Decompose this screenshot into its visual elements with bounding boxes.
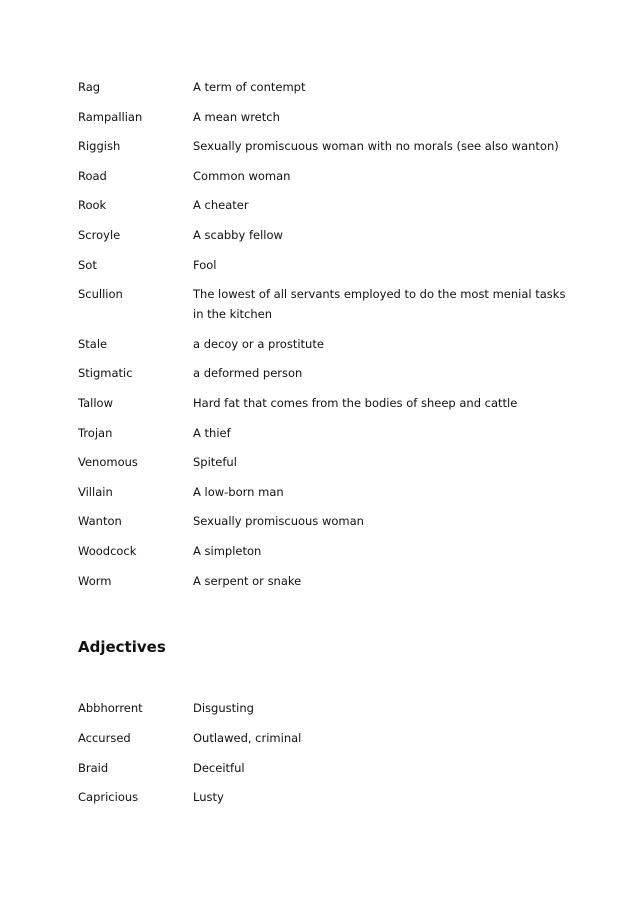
glossary-definition: Outlawed, criminal [193, 730, 302, 745]
adjective-glossary [78, 698, 578, 817]
glossary-term: Venomous [78, 455, 138, 470]
glossary-row [78, 511, 578, 531]
glossary-definition: Sexually promiscuous woman [193, 514, 364, 529]
glossary-definition: Fool [193, 257, 217, 272]
glossary-term: Rampallian [78, 109, 143, 124]
glossary-row [78, 107, 578, 127]
glossary-row [78, 136, 578, 156]
glossary-row [78, 225, 578, 245]
noun-glossary [78, 77, 578, 600]
glossary-term: Rag [78, 80, 101, 94]
glossary-term: Accursed [78, 730, 131, 745]
glossary-term: Worm [78, 573, 112, 588]
glossary-row [78, 363, 578, 383]
glossary-term: Trojan [78, 425, 113, 440]
glossary-row [78, 571, 578, 591]
glossary-row [78, 195, 578, 215]
glossary-term: Sot [78, 257, 97, 272]
glossary-term: Scullion [78, 287, 123, 302]
glossary-term: Villain [78, 484, 113, 499]
glossary-definition: a deformed person [193, 366, 303, 381]
glossary-definition: a decoy or a prostitute [193, 336, 324, 351]
glossary-definition: Disgusting [193, 701, 254, 715]
glossary-row [78, 393, 578, 413]
glossary-row [78, 334, 578, 354]
section-heading: Adjectives [78, 638, 166, 656]
glossary-row [78, 541, 578, 561]
glossary-definition: Sexually promiscuous woman with no morals (see also wanton) [193, 139, 559, 154]
glossary-row [78, 758, 578, 778]
glossary-term: Rook [78, 198, 107, 213]
glossary-definition: A term of contempt [193, 80, 306, 94]
glossary-term: Riggish [78, 139, 121, 154]
glossary-term: Tallow [78, 395, 113, 410]
glossary-term: Scroyle [78, 227, 121, 242]
glossary-term: Capricious [78, 790, 139, 805]
glossary-term: Stale [78, 336, 108, 351]
glossary-definition: A serpent or snake [193, 573, 302, 588]
glossary-definition: The lowest of all servants employed to do the most menial tasks in the kitchen [193, 287, 566, 322]
glossary-row [78, 284, 578, 324]
glossary-row [78, 698, 578, 718]
glossary-term: Wanton [78, 514, 122, 529]
glossary-definition: A mean wretch [193, 109, 280, 124]
glossary-term: Braid [78, 760, 109, 775]
glossary-term: Road [78, 168, 107, 183]
glossary-row [78, 423, 578, 443]
glossary-definition: Common woman [193, 168, 291, 183]
glossary-row [78, 255, 578, 275]
glossary-definition: Deceitful [193, 760, 245, 775]
glossary-definition: Spiteful [193, 455, 237, 470]
glossary-row [78, 166, 578, 186]
glossary-term: Stigmatic [78, 366, 133, 381]
glossary-term: Abbhorrent [78, 701, 143, 715]
glossary-row [78, 452, 578, 472]
glossary-definition: Lusty [193, 790, 224, 805]
glossary-definition: A simpleton [193, 543, 262, 558]
glossary-row [78, 728, 578, 748]
glossary-definition: A low-born man [193, 484, 284, 499]
glossary-row [78, 787, 578, 807]
glossary-row [78, 482, 578, 502]
glossary-definition: A cheater [193, 198, 249, 213]
glossary-definition: Hard fat that comes from the bodies of sheep and cattle [193, 395, 518, 410]
glossary-definition: A thief [193, 425, 231, 440]
glossary-definition: A scabby fellow [193, 227, 283, 242]
glossary-row [78, 77, 578, 97]
glossary-term: Woodcock [78, 543, 137, 558]
